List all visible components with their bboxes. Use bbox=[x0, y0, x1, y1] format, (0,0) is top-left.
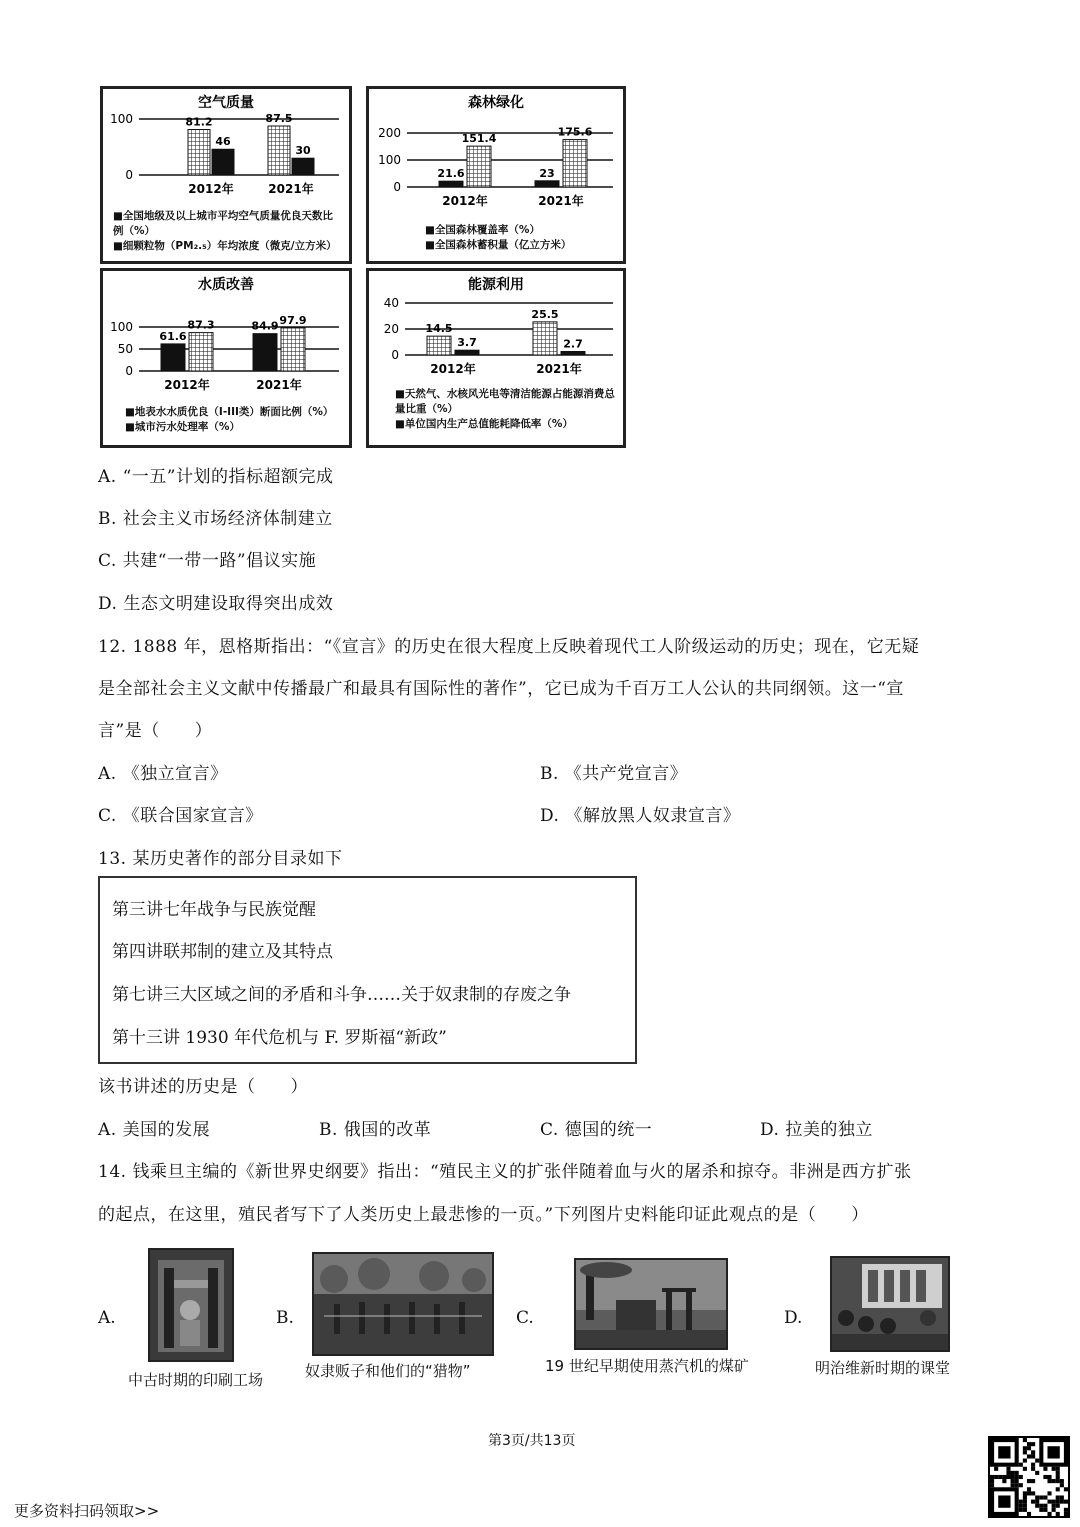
qr-module bbox=[1060, 1500, 1064, 1504]
legend-item: ■单位国内生产总值能耗降低率（%） bbox=[395, 418, 573, 430]
data-label: 81.2 bbox=[185, 115, 213, 129]
q13-toc-box bbox=[98, 876, 637, 1064]
bar bbox=[188, 130, 210, 175]
legend-item: ■全国地级及以上城市平均空气质量优良天数比例（%） bbox=[113, 210, 333, 237]
bar bbox=[439, 181, 463, 187]
y-tick-label: 0 bbox=[393, 180, 401, 194]
legend-item: ■全国森林蓄积量（亿立方米） bbox=[425, 239, 572, 251]
x-category-label: 2021年 bbox=[536, 362, 582, 376]
q12-stem-line2: 是全部社会主义文献中传播最广和最具有国际性的著作”，它已成为千百万工人公认的共同纲领。这一“宣 bbox=[98, 679, 904, 699]
qr-module bbox=[1047, 1479, 1051, 1483]
x-category-label: 2012年 bbox=[442, 194, 488, 208]
bar bbox=[455, 350, 479, 355]
qr-module bbox=[1015, 1483, 1019, 1487]
qr-module bbox=[1011, 1479, 1015, 1483]
chart-title: 能源利用 bbox=[468, 277, 524, 293]
qr-module bbox=[1064, 1508, 1068, 1512]
qr-module bbox=[1060, 1495, 1064, 1499]
qr-module bbox=[1035, 1504, 1039, 1508]
page-number: 第3页/共13页 bbox=[488, 1433, 576, 1449]
qr-module bbox=[990, 1479, 994, 1483]
toc-item: 第十三讲 1930 年代危机与 F. 罗斯福“新政” bbox=[112, 1028, 447, 1048]
q14-caption-a: 中古时期的印刷工场 bbox=[128, 1371, 264, 1389]
legend-item: ■天然气、水核风光电等清洁能源占能源消费总量比重（%） bbox=[395, 388, 615, 415]
y-tick-label: 0 bbox=[125, 364, 133, 378]
data-label: 2.7 bbox=[563, 337, 583, 351]
y-tick-label: 100 bbox=[110, 112, 133, 126]
qr-module bbox=[1023, 1438, 1027, 1442]
data-label: 30 bbox=[295, 144, 311, 158]
q12-option-c: C. 《联合国家宣言》 bbox=[98, 806, 263, 826]
qr-module bbox=[1006, 1467, 1010, 1471]
chart-air-quality-legend bbox=[113, 209, 343, 254]
qr-module bbox=[998, 1475, 1002, 1479]
qr-module bbox=[1027, 1446, 1031, 1450]
qr-module bbox=[1019, 1475, 1023, 1479]
x-category-label: 2021年 bbox=[538, 194, 584, 208]
data-label: 21.6 bbox=[437, 167, 465, 181]
q13-option-d: D. 拉美的独立 bbox=[760, 1120, 873, 1140]
qr-module bbox=[1052, 1504, 1056, 1508]
qr-module bbox=[1043, 1467, 1047, 1471]
qr-module bbox=[1056, 1512, 1060, 1516]
x-category-label: 2012年 bbox=[430, 362, 476, 376]
q12-option-d: D. 《解放黑人奴隶宣言》 bbox=[540, 806, 741, 826]
qr-finder bbox=[1047, 1446, 1059, 1458]
meiji-classroom-image bbox=[830, 1256, 950, 1352]
qr-code[interactable] bbox=[988, 1436, 1070, 1518]
x-category-label: 2021年 bbox=[268, 182, 314, 196]
qr-module bbox=[1052, 1508, 1056, 1512]
qr-module bbox=[994, 1475, 998, 1479]
qr-module bbox=[1064, 1487, 1068, 1491]
bar bbox=[535, 181, 559, 187]
qr-module bbox=[1039, 1495, 1043, 1499]
legend-item: ■地表水水质优良（I-III类）断面比例（%） bbox=[125, 406, 334, 418]
qr-module bbox=[1027, 1442, 1031, 1446]
y-tick-label: 0 bbox=[125, 168, 133, 182]
qr-module bbox=[1031, 1479, 1035, 1483]
x-category-label: 2012年 bbox=[164, 378, 210, 392]
q13-option-b: B. 俄国的改革 bbox=[319, 1120, 432, 1140]
chart-forest-legend bbox=[425, 223, 615, 253]
qr-module bbox=[1027, 1479, 1031, 1483]
q12-stem-line1: 12. 1888 年，恩格斯指出：“《宣言》的历史在很大程度上反映着现代工人阶级运动的历史；现在，它无疑 bbox=[98, 637, 920, 657]
qr-module bbox=[1023, 1495, 1027, 1499]
q14-option-c-letter: C. bbox=[516, 1308, 534, 1328]
y-tick-label: 100 bbox=[378, 153, 401, 167]
qr-finder bbox=[998, 1495, 1010, 1507]
q14-stem-line1: 14. 钱乘旦主编的《新世界史纲要》指出：“殖民主义的扩张伴随着血与火的屠杀和掠夺。非洲是西方扩张 bbox=[98, 1162, 912, 1182]
chart-water bbox=[100, 268, 352, 448]
bar bbox=[268, 126, 290, 175]
y-tick-label: 0 bbox=[391, 348, 399, 362]
qr-module bbox=[1035, 1500, 1039, 1504]
qr-module bbox=[1056, 1479, 1060, 1483]
qr-module bbox=[1031, 1442, 1035, 1446]
qr-module bbox=[1002, 1475, 1006, 1479]
slave-traders-image bbox=[312, 1252, 494, 1356]
q11-option-c: C. 共建“一带一路”倡议实施 bbox=[98, 551, 317, 571]
qr-module bbox=[1027, 1491, 1031, 1495]
q11-option-d: D. 生态文明建设取得突出成效 bbox=[98, 594, 334, 614]
qr-module bbox=[1035, 1459, 1039, 1463]
q14-option-a-letter: A. bbox=[98, 1308, 116, 1328]
qr-module bbox=[1019, 1508, 1023, 1512]
qr-module bbox=[1052, 1479, 1056, 1483]
data-label: 23 bbox=[539, 166, 555, 180]
qr-module bbox=[1023, 1450, 1027, 1454]
q14-option-b-letter: B. bbox=[276, 1308, 294, 1328]
qr-module bbox=[1039, 1508, 1043, 1512]
qr-module bbox=[1019, 1504, 1023, 1508]
qr-module bbox=[1011, 1471, 1015, 1475]
q14-option-d-letter: D. bbox=[784, 1308, 803, 1328]
q11-option-a: A. “一五”计划的指标超额完成 bbox=[98, 467, 334, 487]
qr-module bbox=[1052, 1500, 1056, 1504]
qr-module bbox=[1031, 1463, 1035, 1467]
bar bbox=[563, 140, 587, 187]
chart-title: 空气质量 bbox=[198, 95, 254, 111]
y-tick-label: 200 bbox=[378, 126, 401, 140]
q13-option-c: C. 德国的统一 bbox=[540, 1120, 653, 1140]
coal-mine-illustration bbox=[576, 1260, 726, 1348]
data-label: 87.5 bbox=[265, 112, 293, 125]
bar bbox=[467, 146, 491, 187]
q13-stem: 13. 某历史著作的部分目录如下 bbox=[98, 849, 343, 869]
data-label: 97.9 bbox=[279, 313, 307, 327]
legend-item: ■城市污水处理率（%） bbox=[125, 421, 240, 433]
data-label: 61.6 bbox=[159, 329, 187, 343]
y-tick-label: 100 bbox=[110, 320, 133, 334]
qr-module bbox=[1027, 1487, 1031, 1491]
bar bbox=[189, 333, 213, 371]
toc-item: 第七讲三大区域之间的矛盾和斗争……关于奴隶制的存废之争 bbox=[112, 985, 571, 1005]
bar bbox=[253, 334, 277, 371]
qr-module bbox=[1011, 1483, 1015, 1487]
qr-module bbox=[1027, 1454, 1031, 1458]
printing-workshop-illustration bbox=[150, 1250, 232, 1360]
qr-module bbox=[1052, 1467, 1056, 1471]
y-tick-label: 20 bbox=[383, 322, 399, 336]
chart-water-legend bbox=[125, 405, 345, 435]
qr-module bbox=[1031, 1491, 1035, 1495]
bar bbox=[281, 328, 305, 371]
q13-question: 该书讲述的历史是（ ） bbox=[98, 1077, 308, 1097]
qr-module bbox=[1015, 1475, 1019, 1479]
q14-stem-line2: 的起点，在这里，殖民者写下了人类历史上最悲惨的一页。”下列图片史料能印证此观点的是（ ） bbox=[98, 1205, 869, 1225]
q14-caption-b: 奴隶贩子和他们的“猎物” bbox=[305, 1362, 471, 1380]
bar bbox=[427, 336, 451, 355]
qr-module bbox=[1047, 1500, 1051, 1504]
meiji-classroom-illustration bbox=[832, 1258, 948, 1350]
data-label: 151.4 bbox=[461, 132, 497, 146]
data-label: 46 bbox=[215, 135, 231, 149]
qr-module bbox=[1011, 1475, 1015, 1479]
qr-module bbox=[1039, 1504, 1043, 1508]
chart-forest bbox=[366, 86, 626, 264]
qr-module bbox=[1047, 1475, 1051, 1479]
qr-module bbox=[1023, 1459, 1027, 1463]
q14-caption-d: 明治维新时期的课堂 bbox=[815, 1359, 951, 1377]
data-label: 84.9 bbox=[251, 319, 279, 333]
bar bbox=[561, 351, 585, 355]
qr-module bbox=[990, 1483, 994, 1487]
toc-item: 第三讲七年战争与民族觉醒 bbox=[112, 900, 316, 920]
qr-module bbox=[1015, 1471, 1019, 1475]
data-label: 3.7 bbox=[457, 336, 477, 350]
qr-module bbox=[1047, 1512, 1051, 1516]
data-label: 25.5 bbox=[531, 307, 559, 321]
qr-module bbox=[1035, 1495, 1039, 1499]
qr-module bbox=[1031, 1450, 1035, 1454]
qr-code-pattern bbox=[990, 1438, 1068, 1516]
chart-energy-legend bbox=[395, 387, 619, 432]
chart-title: 水质改善 bbox=[198, 277, 254, 293]
q12-stem-line3: 言”是（ ） bbox=[98, 721, 213, 741]
qr-module bbox=[1015, 1479, 1019, 1483]
qr-module bbox=[1043, 1475, 1047, 1479]
qr-module bbox=[1023, 1504, 1027, 1508]
q13-option-a: A. 美国的发展 bbox=[98, 1120, 211, 1140]
qr-module bbox=[1019, 1463, 1023, 1467]
qr-module bbox=[1019, 1500, 1023, 1504]
chart-energy bbox=[366, 268, 626, 448]
qr-module bbox=[1056, 1471, 1060, 1475]
bar bbox=[212, 149, 234, 175]
qr-module bbox=[1023, 1467, 1027, 1471]
chart-title: 森林绿化 bbox=[468, 95, 524, 111]
qr-module bbox=[1023, 1508, 1027, 1512]
qr-module bbox=[994, 1467, 998, 1471]
x-category-label: 2012年 bbox=[188, 182, 234, 196]
bar bbox=[533, 322, 557, 355]
bar bbox=[161, 344, 185, 371]
data-label: 14.5 bbox=[425, 322, 453, 336]
qr-module bbox=[1023, 1446, 1027, 1450]
qr-module bbox=[1043, 1504, 1047, 1508]
qr-module bbox=[1023, 1491, 1027, 1495]
qr-module bbox=[1056, 1487, 1060, 1491]
qr-module bbox=[1047, 1491, 1051, 1495]
qr-module bbox=[1019, 1483, 1023, 1487]
qr-finder bbox=[998, 1446, 1010, 1458]
qr-module bbox=[1035, 1471, 1039, 1475]
chart-air-quality bbox=[100, 86, 352, 264]
qr-module bbox=[1064, 1500, 1068, 1504]
q14-caption-c: 19 世纪早期使用蒸汽机的煤矿 bbox=[545, 1357, 749, 1375]
qr-module bbox=[1031, 1500, 1035, 1504]
qr-module bbox=[1002, 1479, 1006, 1483]
qr-module bbox=[1006, 1471, 1010, 1475]
legend-item: ■细颗粒物（PM₂.₅）年均浓度（微克/立方米） bbox=[113, 240, 337, 252]
qr-module bbox=[1023, 1500, 1027, 1504]
qr-module bbox=[1031, 1454, 1035, 1458]
qr-module bbox=[1027, 1512, 1031, 1516]
qr-module bbox=[1056, 1504, 1060, 1508]
qr-module bbox=[1056, 1500, 1060, 1504]
legend-item: ■全国森林覆盖率（%） bbox=[425, 224, 540, 236]
x-category-label: 2021年 bbox=[256, 378, 302, 392]
toc-item: 第四讲联邦制的建立及其特点 bbox=[112, 942, 333, 962]
coal-mine-image bbox=[574, 1258, 728, 1350]
qr-module bbox=[1043, 1495, 1047, 1499]
bar bbox=[292, 158, 314, 175]
y-tick-label: 40 bbox=[383, 296, 399, 310]
qr-module bbox=[1060, 1483, 1064, 1487]
printing-workshop-image bbox=[148, 1248, 234, 1362]
qr-module bbox=[1006, 1475, 1010, 1479]
qr-module bbox=[1056, 1475, 1060, 1479]
data-label: 87.3 bbox=[187, 318, 215, 332]
more-resources-link[interactable]: 更多资料扫码领取>> bbox=[14, 1502, 160, 1520]
q12-option-a: A. 《独立宣言》 bbox=[98, 764, 228, 784]
q11-option-b: B. 社会主义市场经济体制建立 bbox=[98, 509, 333, 529]
qr-module bbox=[1064, 1512, 1068, 1516]
y-tick-label: 50 bbox=[117, 342, 133, 356]
qr-module bbox=[1060, 1479, 1064, 1483]
qr-module bbox=[1056, 1467, 1060, 1471]
qr-module bbox=[1056, 1495, 1060, 1499]
qr-module bbox=[990, 1475, 994, 1479]
data-label: 175.6 bbox=[557, 125, 593, 139]
qr-module bbox=[1031, 1467, 1035, 1471]
slave-traders-illustration bbox=[314, 1254, 492, 1354]
q12-option-b: B. 《共产党宣言》 bbox=[540, 764, 688, 784]
qr-module bbox=[1043, 1508, 1047, 1512]
